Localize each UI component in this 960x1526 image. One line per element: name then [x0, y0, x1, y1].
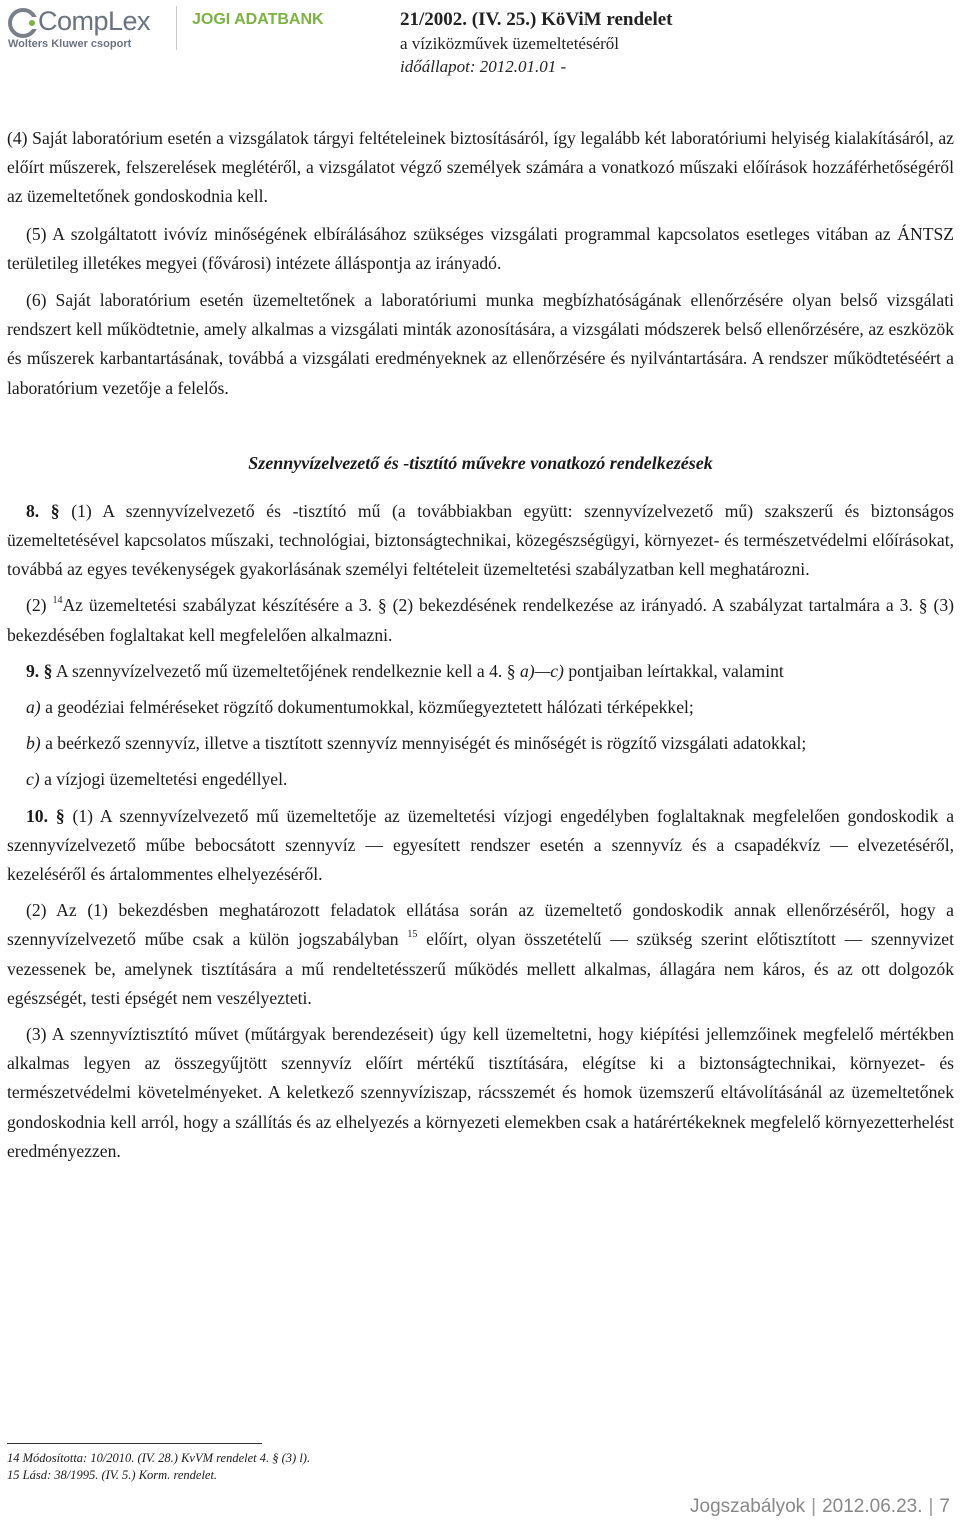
footer-separator: |	[928, 1496, 934, 1517]
document-body	[7, 124, 954, 1166]
item-b-text: a beérkező szennyvíz, illetve a tisztított szennyvíz mennyiségét és minőségét is rögzítő vizsgálati adatokkal;	[45, 733, 807, 754]
section-8-p2-text: Az üzemeltetési szabályzat készítésére a 3. § (2) bekezdésének rendelkezése az irányadó. A szabályzat tartalmára a 3. § (3) bekezdésében foglaltakat kell megfelelően alkalmazni.	[7, 595, 954, 645]
section-10-paragraph-1	[7, 802, 954, 890]
page-number: 7	[939, 1496, 950, 1517]
section-10-paragraph-2	[7, 896, 954, 1013]
item-c-text: a vízjogi üzemeltetési engedéllyel.	[44, 769, 288, 790]
complex-logo-name: CompLex	[38, 6, 151, 36]
section-9-ref: a)—c)	[519, 660, 564, 681]
section-9-tail: pontjaiban leírtakkal, valamint	[568, 660, 784, 681]
section-10-p2-text-b: előírt, olyan összetételű — szükség szerint előtisztított — szennyvizet vezessenek be, amelynek tisztítására a mű rendeltetésszerű működés mellett alkalmas, állagára nem káros, és az ott dolgozók egészségét, testi épségét nem veszélyezteti.	[7, 929, 954, 1008]
section-9-item-a	[7, 693, 954, 722]
section-8-paragraph-1	[7, 497, 954, 585]
paragraph-7-6: (6) Saját laboratórium esetén üzemeltetőnek a laboratóriumi munka megbízhatóságának ellenőrzésére olyan belső vizsgálati rendszert kell működtetnie, amely alkalmas a vizsgálati minták azonosítására, a vizsgálati módszerek belső ellenőrzésére, az eszközök és műszerek karbantartásának, továbbá a vizsgálati eredményeknek az ellenőrzésére és nyilvántartására. A rendszer működtetéséért a laboratórium vezetője a felelős.	[7, 290, 954, 398]
footer-source: Jogszabályok	[690, 1496, 806, 1517]
complex-logo	[8, 6, 173, 54]
section-10-paragraph-3: (3) A szennyvíztisztító művet (műtárgyak berendezéseit) úgy kell üzemeltetni, hogy kiépítési jellemzőinek megfelelő mértékben alkalmas legyen az összegyűjtött szennyvíz előírt mértékű tisztítására, elégítse ki a biztonságtechnikai, környezet- és természetvédelmi követelményeket. A keletkező szennyvíziszap, rácsszemét és homok üzemszerű eltávolításánál az üzemeltetőnek gondoskodnia kell arról, hogy a szállítás és az elhelyezés a környezeti elemekben csak a határértékeknek megfelelő környezetterhelést eredményezzen.	[7, 1024, 954, 1161]
footnote-ref-15[interactable]: 15	[407, 928, 418, 940]
footnote-rule	[7, 1443, 262, 1444]
complex-logo-subtitle: Wolters Kluwer csoport	[8, 38, 132, 50]
footnote-14: 14 Módosította: 10/2010. (IV. 28.) KvVM rendelet 4. § (3) l).	[7, 1451, 311, 1465]
document-subtitle: a víziközművek üzemeltetéséről	[400, 34, 620, 53]
section-9-item-c	[7, 765, 954, 794]
footer-separator: |	[811, 1496, 817, 1517]
document-header	[400, 8, 673, 79]
section-8-p2-lead: (2)	[26, 595, 47, 616]
item-c-marker: c)	[26, 769, 40, 790]
item-a-text: a geodéziai felméréseket rögzítő dokumentumokkal, közműegyeztetett hálózati térképekkel;	[45, 697, 694, 718]
section-8-number: 8. §	[26, 500, 60, 521]
paragraph-7-4: (4) Saját laboratórium esetén a vizsgálatok tárgyi feltételeinek biztosításáról, így legalább két laboratóriumi helyiség kialakításáról, az előírt műszerek, felszerelések meglétéről, a vizsgálatot végző személyek számára a vonatkozó műszaki előírások hozzáférhetőségéről az üzemeltetőnek gondoskodnia kell.	[7, 128, 954, 207]
section-heading: Szennyvízelvezető és -tisztító művekre vonatkozó rendelkezések	[248, 452, 713, 473]
section-10-number: 10. §	[26, 805, 65, 826]
section-10-p2-text-a: (2) Az (1) bekezdésben meghatározott feladatok ellátása során az üzemeltető gondoskodik annak ellenőrzéséről, hogy a szennyvízelvezető műbe csak a külön jogszabályban	[7, 900, 954, 950]
footer-date: 2012.06.23.	[822, 1496, 923, 1517]
footnote-ref-14[interactable]: 14	[52, 594, 63, 606]
footnote-15: 15 Lásd: 38/1995. (IV. 5.) Korm. rendelet.	[7, 1468, 218, 1482]
section-8-p1-text: (1) A szennyvízelvezető és -tisztító mű (a továbbiakban együtt: szennyvízelvezető mű) szakszerű és biztonságos üzemeltetésével kapcsolatos műszaki, technológiai, biztonságtechnikai, közegészségügyi, környezet- és természetvédelmi előírásokat, továbbá az egyes tevékenységek gyakorlásának személyi feltételeit üzemeltetési szabályzatban kell meghatározni.	[7, 500, 955, 580]
paragraph-7-5: (5) A szolgáltatott ivóvíz minőségének elbírálásához szükséges vizsgálati programmal kapcsolatos esetleges vitában az ÁNTSZ területileg illetékes megyei (fővárosi) intézete álláspontja az irányadó.	[7, 223, 954, 273]
complex-logo-mark-icon	[8, 8, 38, 38]
document-effective-date: időállapot: 2012.01.01 -	[400, 57, 567, 76]
document-title: 21/2002. (IV. 25.) KöViM rendelet	[400, 9, 673, 30]
section-9-lead: A szennyvízelvezető mű üzemeltetőjének rendelkeznie kell a 4. §	[55, 660, 516, 681]
page-footer	[690, 1496, 950, 1518]
jogi-adatbank-logo: JOGI ADATBANK	[192, 11, 324, 28]
section-9-intro	[7, 657, 954, 686]
section-9-number: 9. §	[26, 660, 53, 681]
section-10-p1-text: (1) A szennyvízelvezető mű üzemeltetője az üzemeltetési vízjogi engedélyben foglaltaknak megfelelően gondoskodik a szennyvízelvezető műbe bebocsátott szennyvíz — egyesített rendszer esetén a szennyvíz és a csapadékvíz — elvezetéséről, kezeléséről és ártalommentes elhelyezéséről.	[7, 805, 954, 885]
header-divider	[176, 6, 177, 50]
item-a-marker: a)	[26, 697, 41, 718]
section-8-paragraph-2	[7, 591, 954, 649]
page-header	[0, 0, 960, 90]
section-9-item-b	[7, 729, 954, 758]
item-b-marker: b)	[26, 733, 41, 754]
footnotes	[7, 1443, 607, 1484]
